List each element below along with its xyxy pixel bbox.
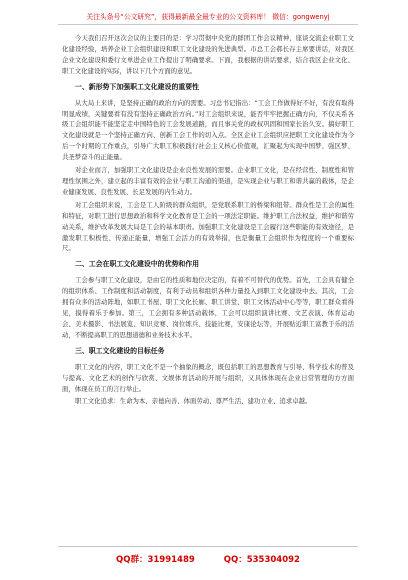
section-heading-3: 三、职工文化建设的目标任务 bbox=[75, 346, 165, 355]
section-heading-1: 一、新形势下加强职工文化建设的重要性 bbox=[75, 82, 200, 91]
document-body bbox=[62, 33, 354, 409]
section-heading-2: 二、工会在职工文化建设中的优势和作用 bbox=[75, 260, 200, 269]
footer-qq-number: QQ：535304092 bbox=[223, 555, 300, 565]
section2-paragraph-1: 工会参与职工文化建设，是由它的性质和地位决定的，有着不可替代的优势。首先，工会具有健全的组织体系、工作制度和活动制度，有利于动员和组织各种力量投入到职工文化建设中去。其次，工会拥有众多的活动阵地，如职工书屋、职工文化长廊、职工讲堂、职工文体活动中心等等，职工群众看得见，摸得着乐于参加。第三，工会拥有多种活动载体，工会可以组织演讲比赛、文艺表演、体育运动会、美术摄影、书法展览、知识竞赛、岗位练兵、技能比赛，安康论坛等，开展贴近职工富教于乐的活动，不断提高职工的思想道德和业务技术水平。 bbox=[62, 276, 354, 339]
intro-paragraph: 今天我们召开这次会议的主要目的是：学习贯彻中央党的群团工作会议精神，座谈交流企业职工文化建设经验，培养企业工会组织建设和职工文化建设的先进典型。市总工会郝长存主席要讲话，对我区企业文化建设和委行文单进企业工作提出了明确要求。下面，我根据的讲话要求，结合我区企业文化、职工文化建设的实际，讲以下几个方面的意见。 bbox=[62, 34, 354, 75]
page-footer bbox=[58, 553, 358, 565]
page-header: 关注头条号“公文研究”，获得最新最全最专业的公文资料库！ 微信：gongwenyj bbox=[86, 13, 330, 21]
section1-paragraph-2: 对企业而言，加强职工文化建设是企业良性发展的需要。企业职工文化，是在经营性、制度性和管理性氛围之外，建立起的丰富有效的企业与职工沟通的渠道，是实现企业与职工和谐共赢的载体，是企业健康发展、良性发展、长足发展的内生动力。 bbox=[62, 166, 354, 196]
footer-divider bbox=[58, 546, 358, 547]
section3-paragraph-2: 职工文化追求：生命为本、亲德向善、体面劳动、尊严生活、建功立业、追求卓越。 bbox=[75, 397, 312, 406]
section1-paragraph-1: 从大局上来讲，是坚持正确的政治方向的需要。习总书记指出：“工会工作做得好不好，有没有取得明显成绩，关键要看有没有坚持正确政治方向。”对工会组织来说，能否牢牢把握正确方向，不仅关系各级工会组织能不能坚定走中国特色的工会发展道路，而且事关党的政权巩固和国家长治久安。搞好职工文化建设就是一个坚持正确方向、创新工会工作的切入点。全区企业工会组织应把职工文化建设作为今后一个时期的工作重点，引导广大职工积极践行社会主义核心价值观，汇聚起为实现中国梦、强区梦、共圣梦奋斗的正能量。 bbox=[62, 98, 354, 162]
header-divider bbox=[58, 24, 358, 25]
footer-qq-group: QQ群：31991489 bbox=[116, 555, 195, 565]
section3-paragraph-1: 职工文化的内容，职工文化不是一个抽象的概念，既包括职工的思想教育与引导、科学技术的普及与提高、文化艺术的创作与欣赏、文娱体育活动的开展与组织，又具体体现在企业日常管理的方方面面，体现在员工的言行举止。 bbox=[62, 362, 354, 393]
section1-paragraph-3: 对工会组织来说，工会是工人阶级的群众组织，是党联系职工的桥梁和纽带。群众性是工会的属性和特征，对职工进行思想政治和科学文化教育是工会的一项法定职能。维护职工合法权益，维护和谐劳动关系，维护改革发展大局是工会的基本职责。加强职工文化建设是工会履行这些职能的有效途径，是激发职工积极性、传递正能量，增强工会活力的有效举措，也是衡量工会组织作为程度的一个重要标尺。 bbox=[62, 200, 354, 253]
